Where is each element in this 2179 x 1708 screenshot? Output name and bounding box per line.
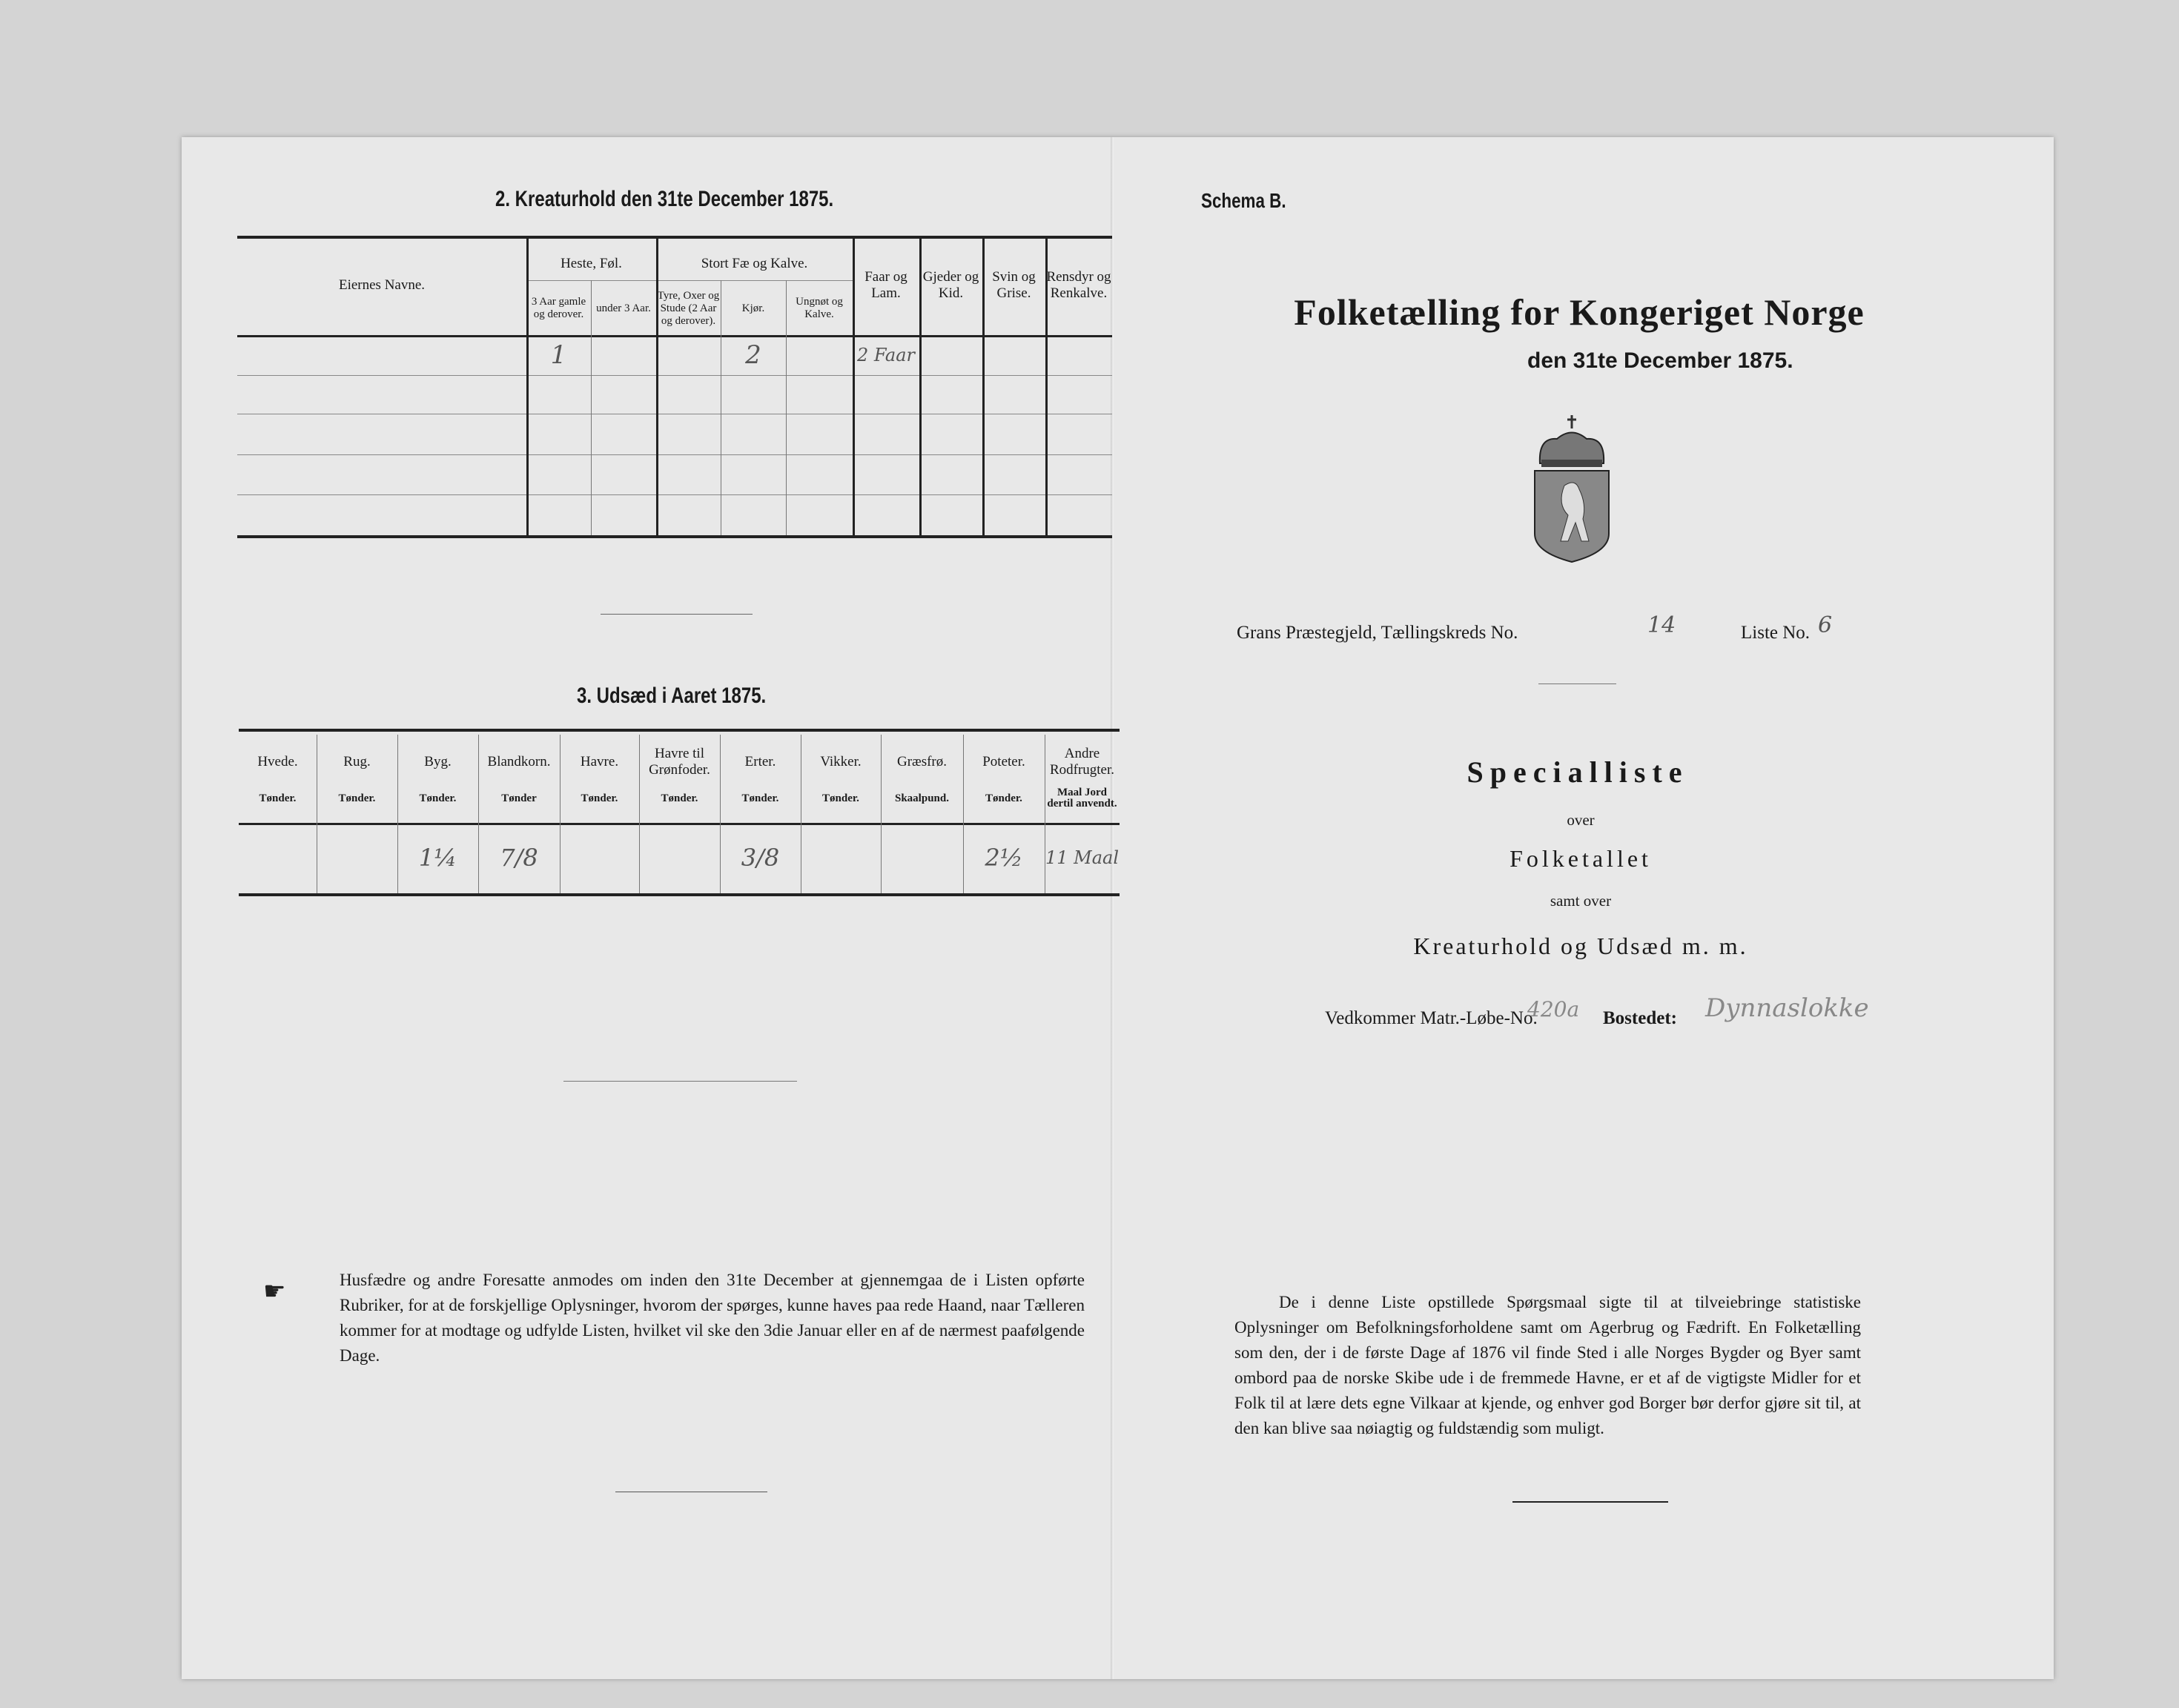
column-header: Havre til Grønfoder. bbox=[649, 746, 710, 778]
table-cell bbox=[982, 375, 1045, 414]
table-cell bbox=[317, 823, 397, 893]
table-cell: 2 bbox=[745, 340, 761, 370]
document-subtitle: den 31te December 1875. bbox=[1527, 348, 1793, 373]
table-cell: 7/8 bbox=[500, 844, 538, 872]
column-header: under 3 Aar. bbox=[596, 302, 651, 314]
table-cell bbox=[786, 335, 853, 375]
column-unit: Maal Jord dertil anvendt. bbox=[1047, 787, 1117, 810]
column-header: Tyre, Oxer og Stude (2 Aar og derover). bbox=[657, 289, 720, 327]
table-cell bbox=[591, 375, 656, 414]
liste-no-value: 6 bbox=[1818, 612, 1833, 638]
table-cell: 2½ bbox=[985, 844, 1023, 872]
divider bbox=[563, 1081, 797, 1082]
table-cell bbox=[786, 494, 853, 535]
table-cell bbox=[656, 375, 721, 414]
table-bottom-rule bbox=[237, 535, 1112, 538]
table-cell bbox=[591, 494, 656, 535]
column-header: Havre. bbox=[580, 754, 619, 769]
column-header: Eiernes Navne. bbox=[338, 277, 426, 293]
kreds-no-value: 14 bbox=[1647, 612, 1676, 638]
column-unit: Tønder. bbox=[419, 792, 457, 804]
notice-text: Husfædre og andre Foresatte anmodes om inden den 31te December at gjennemgaa de i Listen opførte Rubriker, for at de forskjellige Oplysninger, hvorom der spørges, kunne haves paa rede Haand, naar Tælleren kommer for at modtage og udfylde Listen, hvilket vil ske den 3die Januar eller en af de nærmest paafølgende Dage. bbox=[340, 1271, 1085, 1365]
divider bbox=[1538, 683, 1616, 684]
explanation-paragraph: De i denne Liste opstillede Spørgsmaal sigte til at tilveiebringe statistiske Oplysninger om Befolkningsforholdene samt om Agerbrug og Fædrift. En Folketælling som den, der i de første Dage af 1876 vil finde Sted i alle Norges Bygder og Byer samt ombord paa de norske Skibe ude i de fremmede Havne, er et af de vigtigste Midler for et Folk til at lære dets egne Vilkaar at kjende, og enhver god Borger bør derfor gjøre sit til, at den kan blive saa nøiagtig og fuldstændig som muligt. bbox=[1234, 1293, 1861, 1437]
column-unit: Tønder. bbox=[985, 792, 1022, 804]
table-cell bbox=[853, 375, 919, 414]
table-cell bbox=[1045, 335, 1112, 375]
table-cell: 1 bbox=[550, 340, 567, 370]
kreaturhold-heading: Kreaturhold og Udsæd m. m. bbox=[1413, 933, 1748, 959]
column-unit: Tønder. bbox=[338, 792, 376, 804]
column-header: Hvede. bbox=[257, 754, 298, 769]
table-cell: 11 Maal bbox=[1045, 847, 1120, 868]
table-cell bbox=[237, 375, 526, 414]
table-cell bbox=[526, 494, 591, 535]
column-header: Svin og Grise. bbox=[992, 269, 1036, 301]
table-cell: 3/8 bbox=[741, 844, 780, 872]
table-cell bbox=[801, 823, 881, 893]
over-text: over bbox=[1567, 811, 1595, 829]
column-unit: Tønder. bbox=[741, 792, 779, 804]
table-cell bbox=[237, 414, 526, 454]
table-cell bbox=[786, 375, 853, 414]
table-cell bbox=[919, 494, 982, 535]
table-cell bbox=[560, 823, 639, 893]
column-unit: Tønder. bbox=[661, 792, 698, 804]
bosted-value: Dynnaslokke bbox=[1705, 993, 1869, 1023]
specialliste-heading: Specialliste bbox=[1467, 755, 1689, 789]
column-header: Gjeder og Kid. bbox=[922, 269, 979, 301]
liste-label: Liste No. bbox=[1741, 623, 1811, 643]
samt-over-text: samt over bbox=[1550, 892, 1612, 910]
divider bbox=[601, 614, 753, 615]
column-header: Rug. bbox=[343, 754, 371, 769]
table-cell bbox=[237, 454, 526, 494]
column-header: Blandkorn. bbox=[487, 754, 551, 769]
column-header: Poteter. bbox=[982, 754, 1025, 769]
section3-title: 3. Udsæd i Aaret 1875. bbox=[577, 683, 767, 708]
table-cell bbox=[721, 414, 786, 454]
table-cell bbox=[982, 335, 1045, 375]
table-cell bbox=[639, 823, 720, 893]
table-cell: 2 Faar bbox=[856, 345, 915, 365]
table-cell bbox=[919, 335, 982, 375]
table-cell bbox=[1045, 375, 1112, 414]
table-cell bbox=[526, 454, 591, 494]
divider bbox=[1512, 1501, 1668, 1503]
table-cell bbox=[1045, 454, 1112, 494]
column-unit: Tønder. bbox=[822, 792, 859, 804]
table-cell bbox=[591, 335, 656, 375]
table-cell bbox=[721, 375, 786, 414]
table-bottom-rule bbox=[239, 893, 1120, 896]
matr-no-value: 420a bbox=[1527, 997, 1580, 1022]
column-unit: Tønder. bbox=[581, 792, 618, 804]
matr-label: Vedkommer Matr.-Løbe-No. bbox=[1325, 1008, 1538, 1028]
table-cell bbox=[919, 454, 982, 494]
column-header: Ungnøt og Kalve. bbox=[796, 296, 843, 320]
table-cell bbox=[239, 823, 317, 893]
column-header: Erter. bbox=[744, 754, 776, 769]
table-cell bbox=[591, 454, 656, 494]
column-header: Byg. bbox=[424, 754, 452, 769]
table-cell bbox=[721, 454, 786, 494]
table-cell bbox=[853, 494, 919, 535]
table-cell bbox=[591, 414, 656, 454]
table-cell: 1¼ bbox=[418, 844, 457, 872]
table-cell bbox=[881, 823, 963, 893]
section2-title: 2. Kreaturhold den 31te December 1875. bbox=[495, 187, 834, 211]
schema-label: Schema B. bbox=[1201, 189, 1286, 212]
coat-of-arms-icon bbox=[1531, 415, 1613, 563]
table-cell bbox=[853, 454, 919, 494]
table-cell bbox=[982, 454, 1045, 494]
column-header: 3 Aar gamle og derover. bbox=[531, 296, 586, 320]
column-header: Vikker. bbox=[820, 754, 862, 769]
column-header: Faar og Lam. bbox=[864, 269, 907, 301]
table-cell bbox=[656, 414, 721, 454]
table-cell bbox=[656, 494, 721, 535]
table-cell bbox=[982, 494, 1045, 535]
table-cell bbox=[853, 414, 919, 454]
table-cell bbox=[919, 414, 982, 454]
column-header: Græsfrø. bbox=[896, 754, 948, 769]
group-header-horses: Heste, Føl. bbox=[561, 255, 622, 271]
table-cell bbox=[526, 375, 591, 414]
document-title: Folketælling for Kongeriget Norge bbox=[1294, 291, 1865, 333]
column-header: Rensdyr og Renkalve. bbox=[1046, 269, 1111, 301]
table-cell bbox=[237, 335, 526, 375]
parish-label: Grans Præstegjeld, Tællingskreds No. bbox=[1237, 623, 1518, 643]
column-unit: Skaalpund. bbox=[895, 792, 949, 804]
table-top-rule bbox=[239, 729, 1120, 732]
table-cell bbox=[786, 454, 853, 494]
column-unit: Tønder. bbox=[259, 792, 297, 804]
table-cell bbox=[526, 414, 591, 454]
table-cell bbox=[1045, 414, 1112, 454]
table-cell bbox=[721, 494, 786, 535]
column-unit: Tønder bbox=[501, 792, 537, 804]
folketallet-heading: Folketallet bbox=[1510, 845, 1652, 872]
table-cell bbox=[1045, 494, 1112, 535]
table-cell bbox=[656, 454, 721, 494]
table-cell bbox=[919, 375, 982, 414]
table-cell bbox=[656, 335, 721, 375]
table-cell bbox=[237, 494, 526, 535]
table-cell bbox=[786, 414, 853, 454]
group-header-cattle: Stort Fæ og Kalve. bbox=[701, 255, 808, 271]
column-header: Andre Rodfrugter. bbox=[1049, 746, 1115, 778]
bosted-label: Bostedet: bbox=[1603, 1008, 1677, 1028]
table-cell bbox=[982, 414, 1045, 454]
pointing-hand-icon: ☛ bbox=[263, 1278, 286, 1305]
column-header: Kjør. bbox=[741, 302, 765, 314]
